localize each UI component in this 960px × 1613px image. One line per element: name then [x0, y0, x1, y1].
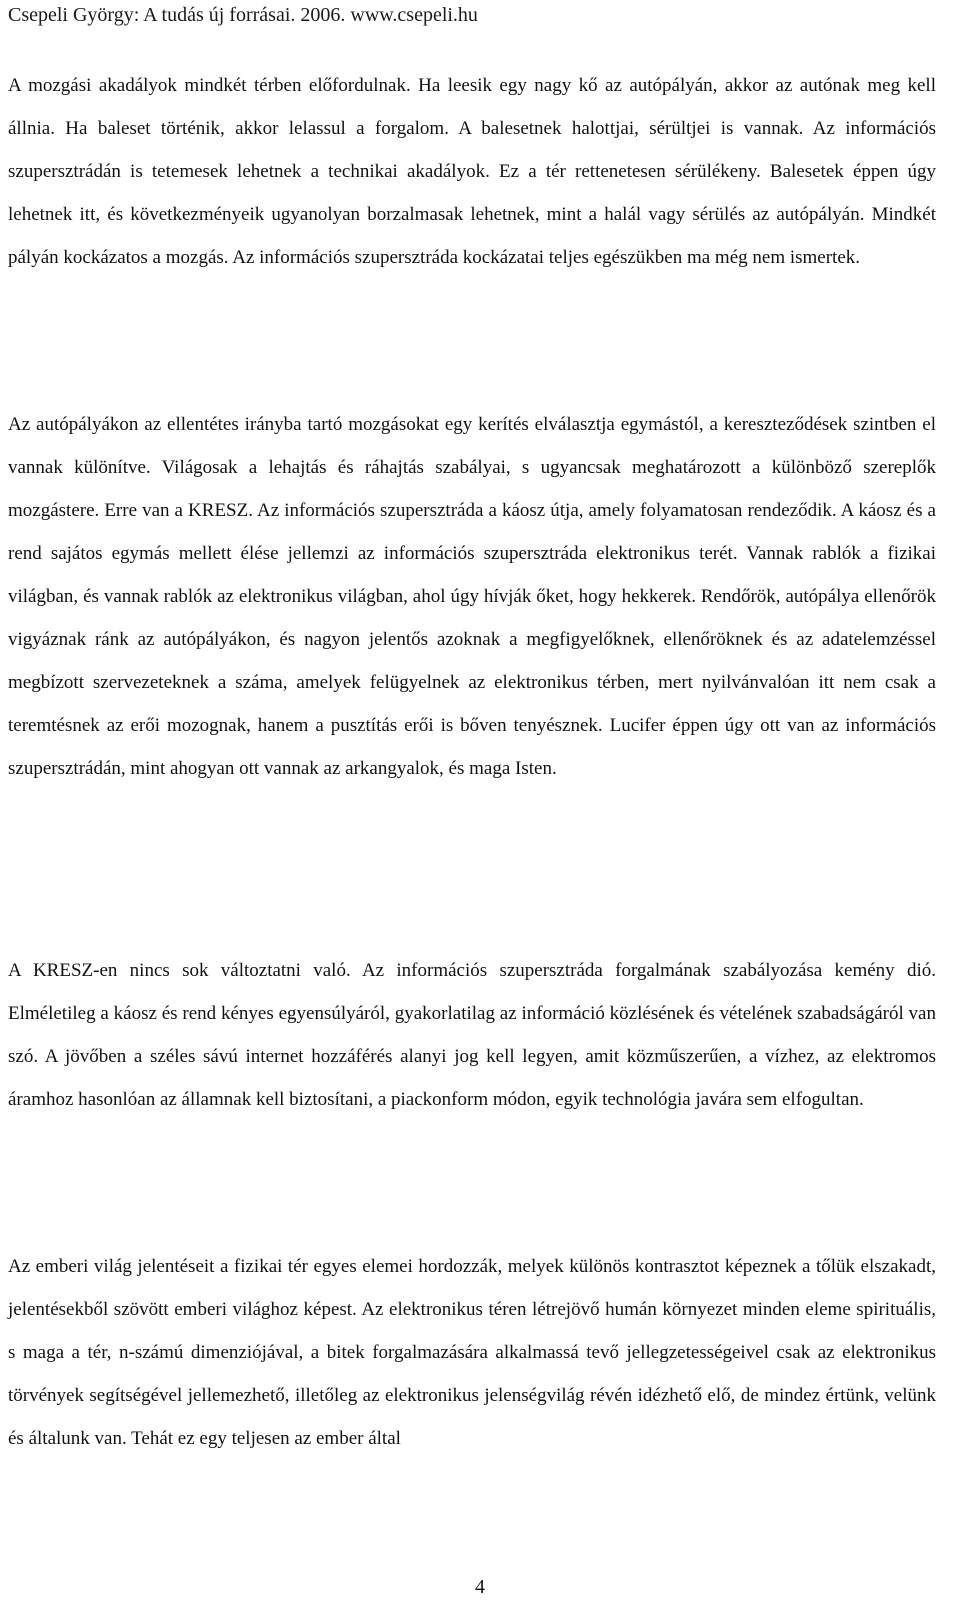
body-paragraph-4: Az emberi világ jelentéseit a fizikai tér egyes elemei hordozzák, melyek különös kontrasztot képeznek a tőlük elszakadt, jelentésekből szövött emberi világhoz képest. Az elektronikus téren létrejövő humán környezet minden eleme spirituális, s maga a tér, n-számú dimenziójával, a bitek forgalmazására alkalmassá tevő jellegzetességeivel csak az elektronikus törvények segítségével jellemezhető, illetőleg az elektronikus jelenségvilág révén idézhető elő, de mindez értünk, velünk és általunk van. Tehát ez egy teljesen az ember által [8, 1256, 936, 1449]
body-paragraph-1: A mozgási akadályok mindkét térben előfordulnak. Ha leesik egy nagy kő az autópályán, akkor az autónak meg kell állnia. Ha baleset történik, akkor lelassul a forgalom. A balesetnek halottjai, sérültjei is vannak. Az információs szupersztrádán is tetemesek lehetnek a technikai akadályok. Ez a tér rettenetesen sérülékeny. Balesetek éppen úgy lehetnek itt, és következményeik ugyanolyan borzalmasak lehetnek, mint a halál vagy sérülés az autópályán. Mindkét pályán kockázatos a mozgás. Az információs szupersztráda kockázatai teljes egészükben ma még nem ismertek. [8, 75, 936, 268]
body-paragraph-3: A KRESZ-en nincs sok változtatni való. Az információs szupersztráda forgalmának szabályozása kemény dió. Elméletileg a káosz és rend kényes egyensúlyáról, gyakorlatilag az információ közlésének és vételének szabadságáról van szó. A jövőben a széles sávú internet hozzáférés alanyi jog kell legyen, amit közműszerűen, a vízhez, az elektromos áramhoz hasonlóan az államnak kell biztosítani, a piackonform módon, egyik technológia javára sem elfogultan. [8, 960, 936, 1110]
page-number: 4 [475, 1576, 485, 1598]
body-paragraph-2: Az autópályákon az ellentétes irányba tartó mozgásokat egy kerítés elválasztja egymástól, a kereszteződések szintben el vannak különítve. Világosak a lehajtás és ráhajtás szabályai, s ugyancsak meghatározott a különböző szereplők mozgástere. Erre van a KRESZ. Az információs szupersztráda a káosz útja, amely folyamatosan rendeződik. A káosz és a rend sajátos egymás mellett élése jellemzi az információs szupersztráda elektronikus terét. Vannak rablók a fizikai világban, és vannak rablók az elektronikus világban, ahol úgy hívják őket, hogy hekkerek. Rendőrök, autópálya ellenőrök vigyáznak ránk az autópályákon, és nagyon jelentős azoknak a megfigyelőknek, ellenőröknek és az adatelemzéssel megbízott szervezeteknek a száma, amelyek felügyelnek az elektronikus térben, mert nyilvánvalóan itt nem csak a teremtésnek az erői mozognak, hanem a pusztítás erői is bőven tenyésznek. Lucifer éppen úgy ott van az információs szupersztrádán, mint ahogyan ott vannak az arkangyalok, és maga Isten. [8, 414, 936, 779]
running-header: Csepeli György: A tudás új forrásai. 2006. www.csepeli.hu [8, 4, 478, 26]
